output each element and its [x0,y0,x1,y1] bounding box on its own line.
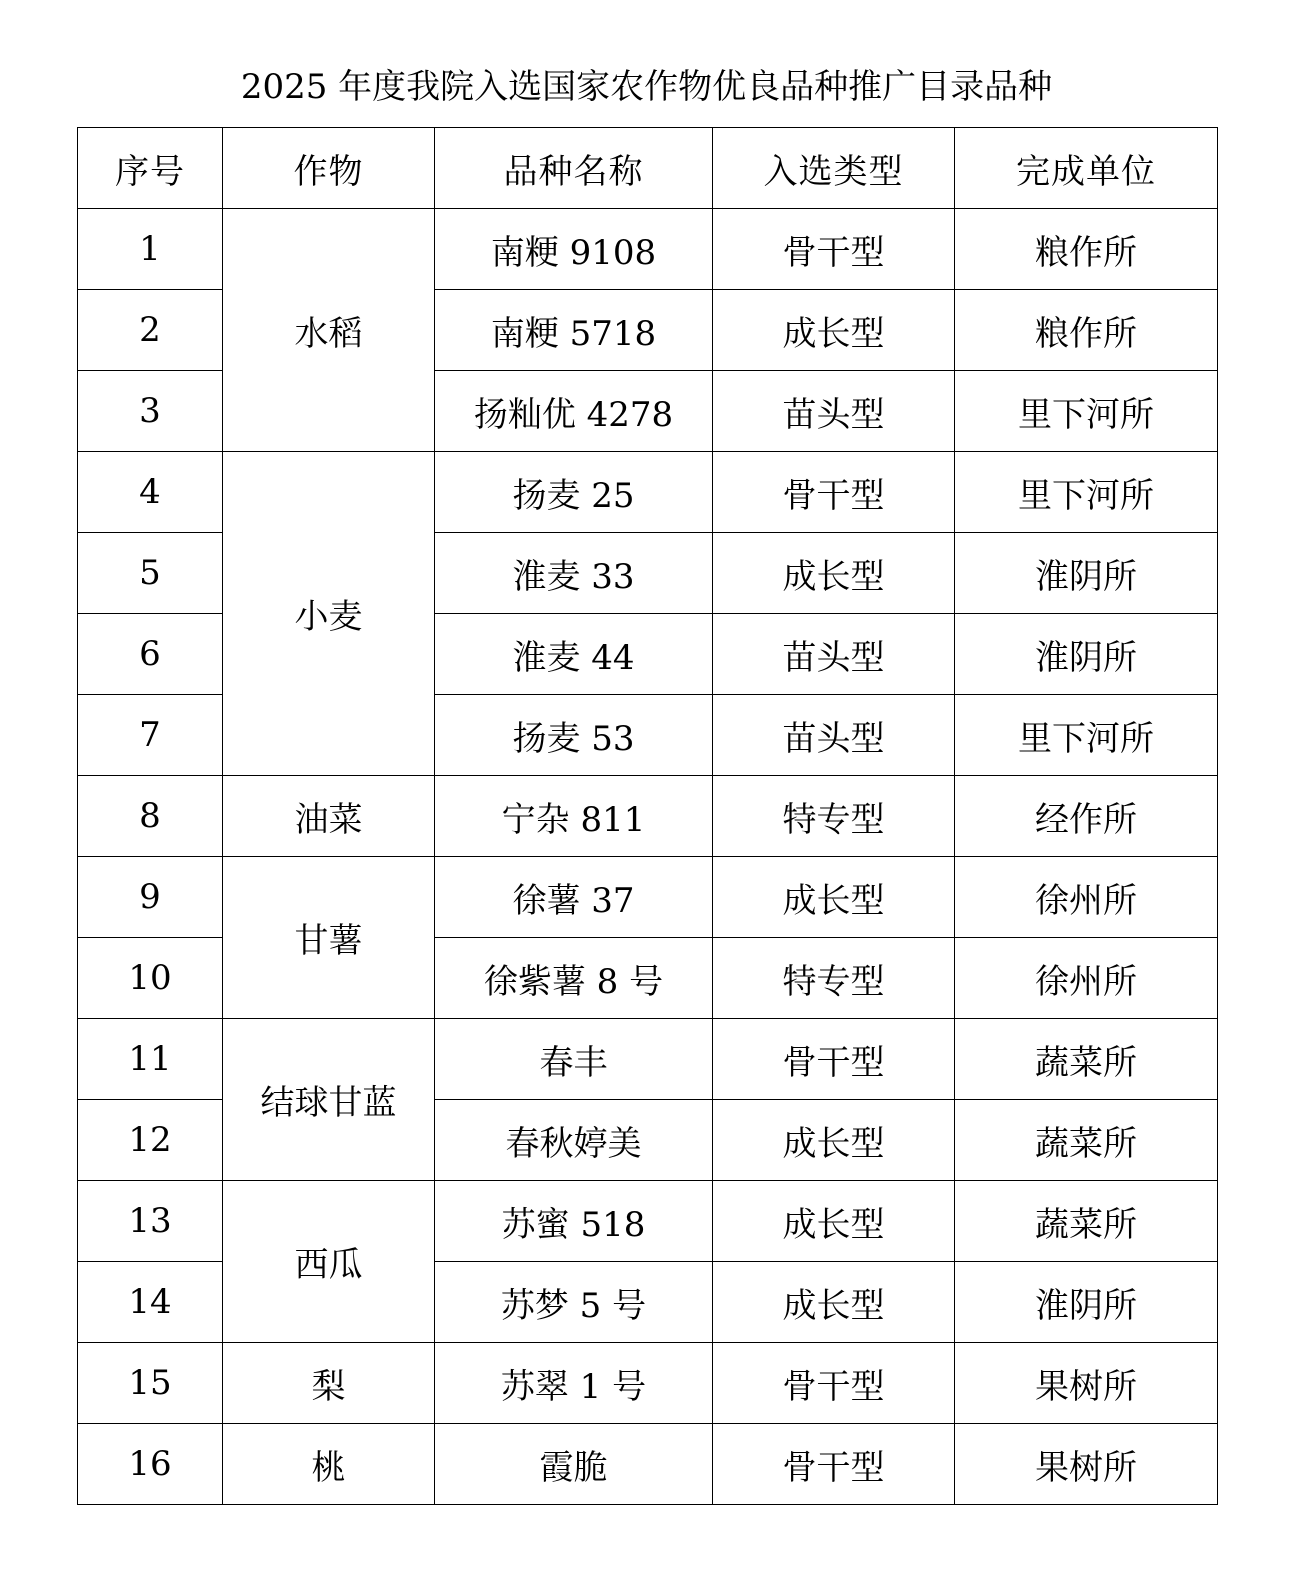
table-row [78,1019,1218,1100]
header-serial-number: 序号 [78,128,223,209]
cell-serial-number: 1 [78,209,223,290]
cell-completing-unit: 淮阴所 [955,533,1218,614]
cell-selection-type: 苗头型 [713,695,955,776]
table-row [78,209,1218,290]
header-crop: 作物 [223,128,435,209]
cell-crop: 西瓜 [223,1181,435,1343]
cell-selection-type: 成长型 [713,857,955,938]
table-row [78,1424,1218,1505]
cell-serial-number: 12 [78,1100,223,1181]
cell-selection-type: 成长型 [713,533,955,614]
cell-selection-type: 成长型 [713,290,955,371]
cell-variety-name: 春丰 [435,1019,713,1100]
cell-serial-number: 11 [78,1019,223,1100]
cell-selection-type: 骨干型 [713,1343,955,1424]
cell-variety-name: 霞脆 [435,1424,713,1505]
cell-variety-name: 苏梦 5 号 [435,1262,713,1343]
table-body [78,209,1218,1505]
cell-variety-name: 扬麦 53 [435,695,713,776]
cell-serial-number: 6 [78,614,223,695]
cell-serial-number: 7 [78,695,223,776]
cell-selection-type: 特专型 [713,776,955,857]
cell-selection-type: 成长型 [713,1262,955,1343]
cell-completing-unit: 徐州所 [955,857,1218,938]
cell-serial-number: 4 [78,452,223,533]
cell-variety-name: 南粳 5718 [435,290,713,371]
cell-serial-number: 14 [78,1262,223,1343]
table-header-row [78,128,1218,209]
cell-serial-number: 15 [78,1343,223,1424]
cell-variety-name: 扬麦 25 [435,452,713,533]
cell-selection-type: 骨干型 [713,209,955,290]
cell-serial-number: 9 [78,857,223,938]
cell-selection-type: 成长型 [713,1100,955,1181]
cell-selection-type: 骨干型 [713,1019,955,1100]
cell-completing-unit: 蔬菜所 [955,1019,1218,1100]
cell-crop: 梨 [223,1343,435,1424]
cell-selection-type: 骨干型 [713,452,955,533]
cell-completing-unit: 果树所 [955,1424,1218,1505]
cell-variety-name: 苏蜜 518 [435,1181,713,1262]
cell-completing-unit: 蔬菜所 [955,1181,1218,1262]
cell-completing-unit: 里下河所 [955,371,1218,452]
cell-crop: 水稻 [223,209,435,452]
cell-selection-type: 特专型 [713,938,955,1019]
cell-variety-name: 徐薯 37 [435,857,713,938]
cell-completing-unit: 果树所 [955,1343,1218,1424]
cell-serial-number: 5 [78,533,223,614]
cell-crop: 桃 [223,1424,435,1505]
cell-variety-name: 淮麦 44 [435,614,713,695]
table-row [78,1343,1218,1424]
cell-completing-unit: 里下河所 [955,452,1218,533]
cell-completing-unit: 粮作所 [955,209,1218,290]
cell-crop: 油菜 [223,776,435,857]
table-row [78,857,1218,938]
cell-variety-name: 宁杂 811 [435,776,713,857]
cell-completing-unit: 粮作所 [955,290,1218,371]
table-row [78,776,1218,857]
cell-variety-name: 春秋婷美 [435,1100,713,1181]
variety-catalog-table [77,127,1218,1505]
cell-serial-number: 3 [78,371,223,452]
cell-selection-type: 骨干型 [713,1424,955,1505]
cell-selection-type: 成长型 [713,1181,955,1262]
header-variety-name: 品种名称 [435,128,713,209]
cell-serial-number: 10 [78,938,223,1019]
cell-serial-number: 13 [78,1181,223,1262]
table-row [78,1181,1218,1262]
cell-crop: 甘薯 [223,857,435,1019]
table-row [78,452,1218,533]
cell-serial-number: 16 [78,1424,223,1505]
cell-completing-unit: 淮阴所 [955,614,1218,695]
cell-completing-unit: 徐州所 [955,938,1218,1019]
cell-selection-type: 苗头型 [713,614,955,695]
cell-serial-number: 8 [78,776,223,857]
cell-serial-number: 2 [78,290,223,371]
cell-variety-name: 南粳 9108 [435,209,713,290]
cell-crop: 结球甘蓝 [223,1019,435,1181]
header-selection-type: 入选类型 [713,128,955,209]
cell-variety-name: 扬籼优 4278 [435,371,713,452]
cell-crop: 小麦 [223,452,435,776]
cell-variety-name: 苏翠 1 号 [435,1343,713,1424]
cell-variety-name: 淮麦 33 [435,533,713,614]
cell-variety-name: 徐紫薯 8 号 [435,938,713,1019]
cell-completing-unit: 经作所 [955,776,1218,857]
document-title: 2025 年度我院入选国家农作物优良品种推广目录品种 [240,67,1053,107]
cell-completing-unit: 淮阴所 [955,1262,1218,1343]
cell-completing-unit: 里下河所 [955,695,1218,776]
header-completing-unit: 完成单位 [955,128,1218,209]
cell-selection-type: 苗头型 [713,371,955,452]
cell-completing-unit: 蔬菜所 [955,1100,1218,1181]
